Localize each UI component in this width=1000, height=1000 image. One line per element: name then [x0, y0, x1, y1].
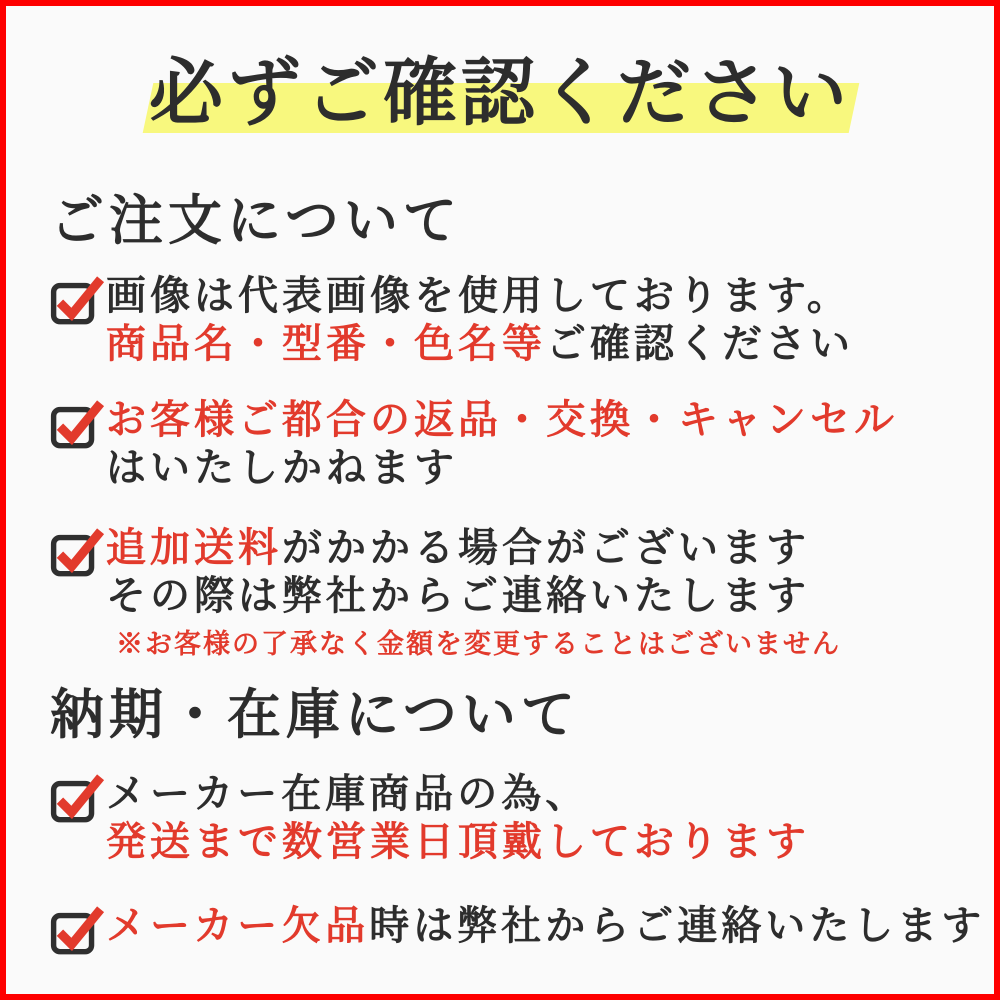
checklist-item — [50, 524, 964, 662]
text-segment: はいたしかねます — [106, 444, 458, 491]
item-text — [106, 902, 985, 950]
text-segment: 画像は代表画像を使用しております。 — [106, 272, 851, 319]
checkbox-checked-icon — [50, 274, 106, 326]
notice-content — [6, 190, 994, 956]
text-segment: その際は弊社からご連絡いたします — [106, 572, 810, 619]
item-line — [106, 818, 810, 866]
text-segment: メーカー在庫商品の為、 — [106, 770, 590, 817]
text-segment: ご確認ください — [546, 320, 854, 367]
section-heading-order: ご注文について — [50, 188, 462, 252]
section-heading-delivery-stock: 納期・在庫について — [50, 682, 580, 746]
note-text: ※お客様の了承なく金額を変更することはございません — [116, 629, 841, 660]
text-segment: 発送まで数営業日頂戴しております — [106, 818, 810, 865]
checklist-item — [50, 272, 964, 368]
item-line — [106, 524, 841, 572]
text-segment: メーカー欠品 — [106, 902, 370, 949]
text-segment: お客様ご都合の返品・交換・キャンセル — [106, 396, 898, 443]
text-segment: 追加送料 — [106, 524, 282, 571]
page-title: 必ずご確認ください — [149, 50, 851, 136]
checklist-item — [50, 902, 986, 956]
title-block — [6, 6, 994, 142]
checkbox-checked-icon — [50, 398, 106, 450]
text-segment: 商品名・型番・色名等 — [106, 320, 546, 367]
checklist-order — [50, 272, 964, 662]
checklist-delivery-stock — [50, 770, 986, 956]
item-line — [106, 770, 810, 818]
checkbox-checked-icon — [50, 772, 106, 824]
item-line — [106, 320, 854, 368]
checklist-item — [50, 770, 964, 866]
item-line — [106, 272, 854, 320]
item-line — [106, 396, 898, 444]
item-text — [106, 770, 810, 866]
checkbox-checked-icon — [50, 904, 106, 956]
checkbox-checked-icon — [50, 526, 106, 578]
item-text — [106, 524, 841, 662]
text-segment: 時は弊社からご連絡いたします — [369, 902, 986, 949]
item-line — [106, 572, 841, 620]
item-line — [106, 902, 985, 950]
checklist-item — [50, 396, 964, 492]
item-line — [106, 444, 898, 492]
item-text — [106, 396, 898, 492]
item-text — [106, 272, 854, 368]
text-segment: がかかる場合がございます — [282, 524, 810, 571]
